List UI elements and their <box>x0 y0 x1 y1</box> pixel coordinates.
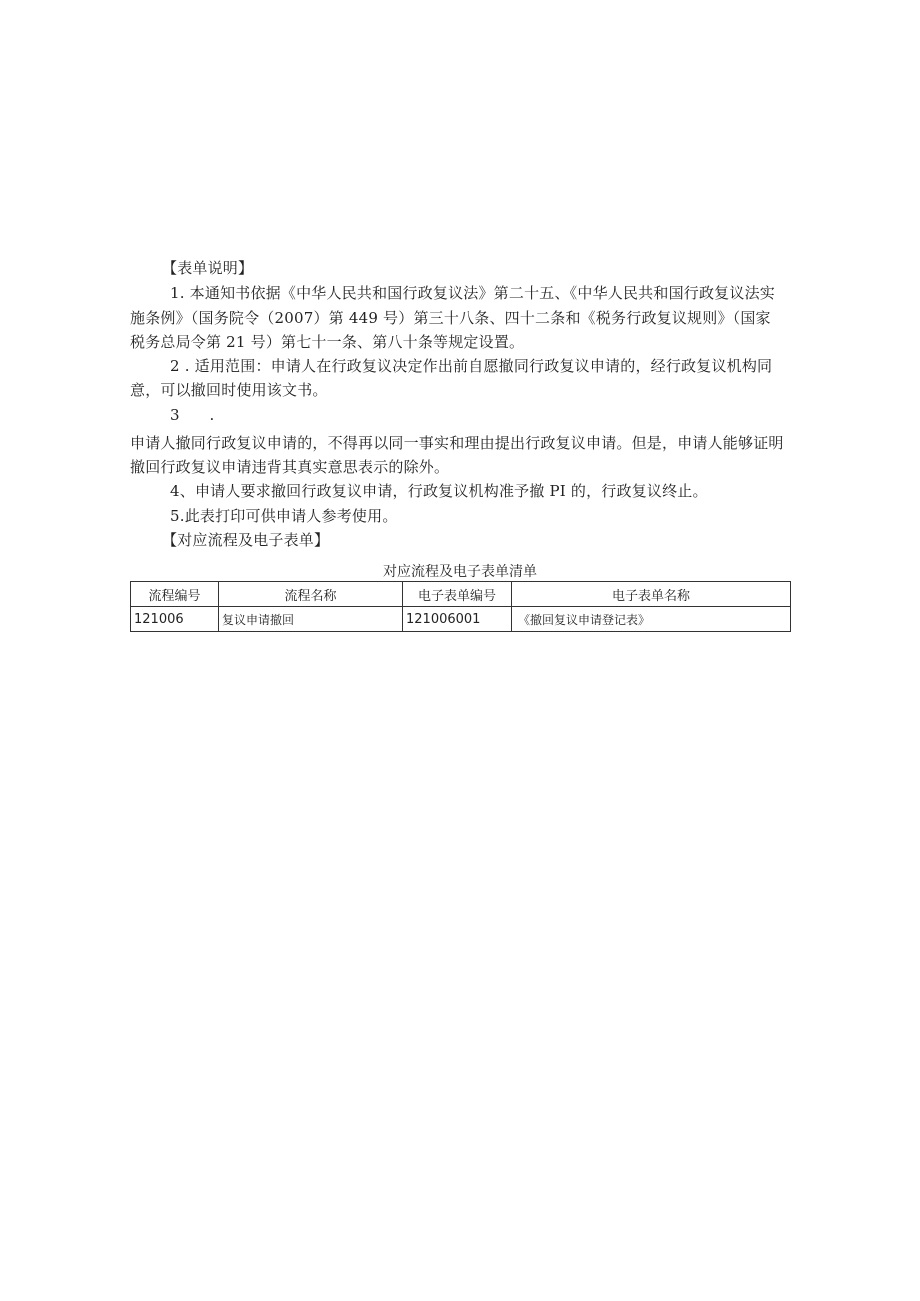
table-header-row <box>131 582 791 607</box>
flow-form-table <box>130 581 791 632</box>
note-4: 4、申请人要求撤回行政复议申请，行政复议机构准予撤 PI 的，行政复议终止。 <box>170 482 708 500</box>
column-header-form-name: 电子表单名称 <box>512 582 791 607</box>
note-1-line-2: 施条例》（国务院令（2007）第 449 号）第三十八条、四十二条和《税务行政复议规则》（国家 <box>130 309 771 327</box>
table-row <box>131 607 791 632</box>
cell-form-code: 121006001 <box>403 607 512 632</box>
column-header-form-code: 电子表单编号 <box>403 582 512 607</box>
table-caption: 对应流程及电子表单清单 <box>383 564 537 580</box>
cell-form-name: 《撤回复议申请登记表》 <box>512 607 791 632</box>
note-2-line-2: 意，可以撤回时使用该文书。 <box>130 381 328 399</box>
notes-heading: 【表单说明】 <box>162 259 254 277</box>
note-3-line-1: 申请人撤同行政复议申请的，不得再以同一事实和理由提出行政复议申请。但是，申请人能够证明 <box>130 434 784 452</box>
note-2-line-1: 2 . 适用范围：申请人在行政复议决定作出前自愿撤同行政复议申请的，经行政复议机构同 <box>170 357 773 375</box>
column-header-process-name: 流程名称 <box>219 582 403 607</box>
note-3-number: 3 . <box>170 406 215 424</box>
cell-process-code: 121006 <box>131 607 219 632</box>
cell-process-name: 复议申请撤回 <box>219 607 403 632</box>
column-header-process-code: 流程编号 <box>131 582 219 607</box>
note-1-line-1: 1. 本通知书依据《中华人民共和国行政复议法》第二十五、《中华人民共和国行政复议法实 <box>170 284 775 302</box>
note-5: 5.此表打印可供申请人参考使用。 <box>170 507 398 525</box>
note-1-line-3: 税务总局令第 21 号）第七十一条、第八十条等规定设置。 <box>130 333 525 351</box>
note-3-line-2: 撤回行政复议申请违背其真实意思表示的除外。 <box>130 458 450 476</box>
section-heading-flow: 【对应流程及电子表单】 <box>162 531 330 549</box>
